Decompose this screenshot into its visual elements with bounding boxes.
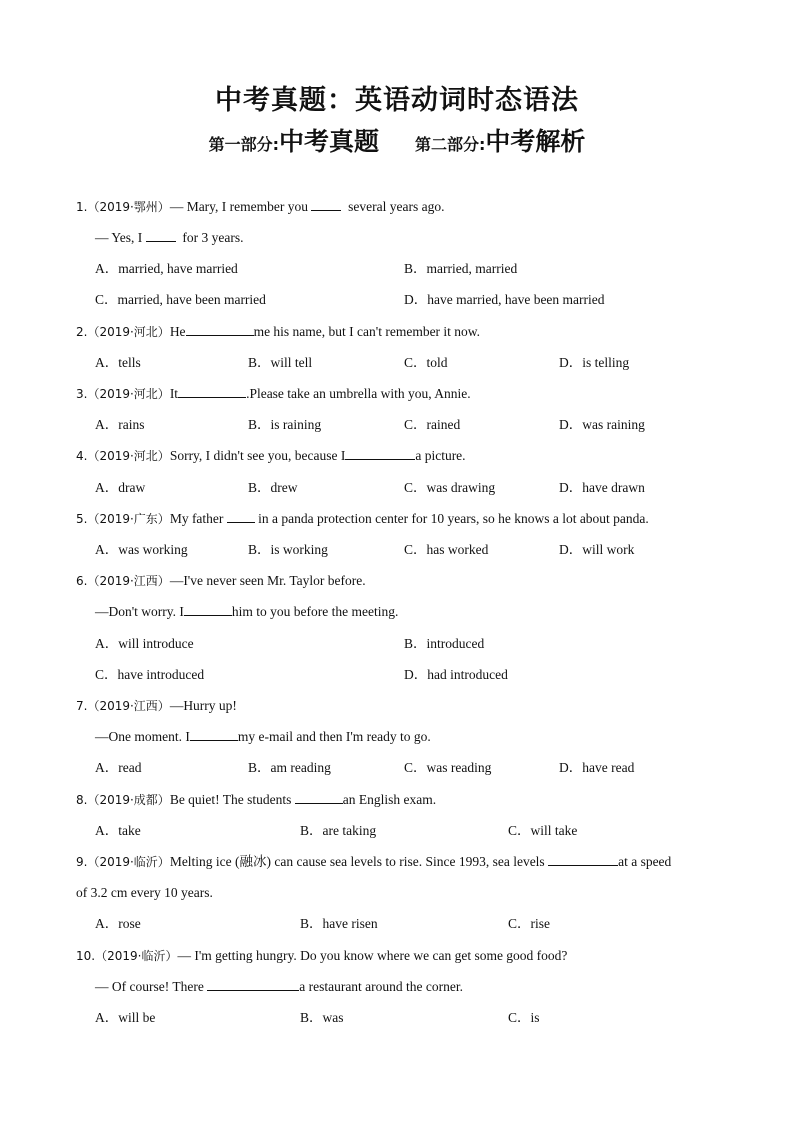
question-7-option-b[interactable]: B．am reading <box>248 760 331 775</box>
question-8-option-a[interactable]: A．take <box>95 823 141 838</box>
question-9-option-b[interactable]: B．have risen <box>300 916 378 931</box>
question-3-stem: 3.（2019·河北）It .Please take an umbrella with you, Annie. <box>76 386 471 401</box>
question-10-option-b[interactable]: B．was <box>300 1010 344 1025</box>
question-7-line2: —One moment. I my e-mail and then I'm ready to go. <box>95 729 431 744</box>
question-8-option-c[interactable]: C．will take <box>508 823 578 838</box>
question-6-line2: —Don't worry. I him to you before the meeting. <box>95 604 399 619</box>
question-3-option-a[interactable]: A．rains <box>95 417 145 432</box>
question-2-option-c[interactable]: C．told <box>404 355 448 370</box>
question-10-option-a[interactable]: A．will be <box>95 1010 156 1025</box>
question-1-option-c[interactable]: C．married, have been married <box>95 292 266 307</box>
question-10-option-c[interactable]: C．is <box>508 1010 540 1025</box>
question-3-option-d[interactable]: D．was raining <box>559 417 645 432</box>
question-2-stem: 2.（2019·河北）He me his name, but I can't remember it now. <box>76 324 481 339</box>
question-2-option-b[interactable]: B．will tell <box>248 355 313 370</box>
question-5-option-d[interactable]: D．will work <box>559 542 635 557</box>
question-9-line2: of 3.2 cm every 10 years. <box>76 885 213 900</box>
page-title: 中考真题：英语动词时态语法 <box>215 85 579 116</box>
question-4-option-a[interactable]: A．draw <box>95 480 146 495</box>
part2-name: 中考解析 <box>485 127 586 156</box>
question-1-line2: — Yes, I for 3 years. <box>95 230 244 245</box>
question-1-stem: 1.（2019·鄂州）— Mary, I remember you several years ago. <box>76 199 445 214</box>
question-10-line2: — Of course! There a restaurant around the corner. <box>95 979 464 994</box>
question-1-option-d[interactable]: D．have married, have been married <box>404 292 605 307</box>
part1-name: 中考真题 <box>278 127 379 156</box>
question-1-option-b[interactable]: B．married, married <box>404 261 518 276</box>
part2-label: 第二部分: <box>415 135 486 154</box>
question-8-stem: 8.（2019·成都）Be quiet! The students an English exam. <box>76 792 437 807</box>
question-5-option-b[interactable]: B．is working <box>248 542 328 557</box>
question-5-option-c[interactable]: C．has worked <box>404 542 489 557</box>
question-8-option-b[interactable]: B．are taking <box>300 823 377 838</box>
question-2-option-d[interactable]: D．is telling <box>559 355 630 370</box>
question-7-stem: 7.（2019·江西）—Hurry up! <box>76 698 237 713</box>
question-10-stem: 10.（2019·临沂）— I'm getting hungry. Do you know where we can get some good food? <box>76 948 568 963</box>
question-7-option-d[interactable]: D．have read <box>559 760 635 775</box>
question-7-option-a[interactable]: A．read <box>95 760 142 775</box>
question-6-option-c[interactable]: C．have introduced <box>95 667 205 682</box>
question-9-stem: 9.（2019·临沂）Melting ice (融冰) can cause sea levels to rise. Since 1993, sea levels at a speed <box>76 854 672 869</box>
question-6-option-b[interactable]: B．introduced <box>404 636 485 651</box>
question-4-stem: 4.（2019·河北）Sorry, I didn't see you, because I a picture. <box>76 448 466 463</box>
question-5-option-a[interactable]: A．was working <box>95 542 188 557</box>
question-6-stem: 6.（2019·江西）—I've never seen Mr. Taylor before. <box>76 573 366 588</box>
question-6-option-d[interactable]: D．had introduced <box>404 667 508 682</box>
question-4-option-d[interactable]: D．have drawn <box>559 480 645 495</box>
question-1-option-a[interactable]: A．married, have married <box>95 261 238 276</box>
question-9-option-a[interactable]: A．rose <box>95 916 141 931</box>
part1-label: 第一部分: <box>208 135 279 154</box>
question-9-option-c[interactable]: C．rise <box>508 916 550 931</box>
question-7-option-c[interactable]: C．was reading <box>404 760 492 775</box>
question-2-option-a[interactable]: A．tells <box>95 355 141 370</box>
question-3-option-c[interactable]: C．rained <box>404 417 461 432</box>
question-4-option-c[interactable]: C．was drawing <box>404 480 496 495</box>
page-subtitle <box>0 122 794 158</box>
question-3-option-b[interactable]: B．is raining <box>248 417 322 432</box>
question-4-option-b[interactable]: B．drew <box>248 480 298 495</box>
question-5-stem: 5.（2019·广东）My father in a panda protection center for 10 years, so he knows a lot about panda. <box>76 511 649 526</box>
question-6-option-a[interactable]: A．will introduce <box>95 636 194 651</box>
